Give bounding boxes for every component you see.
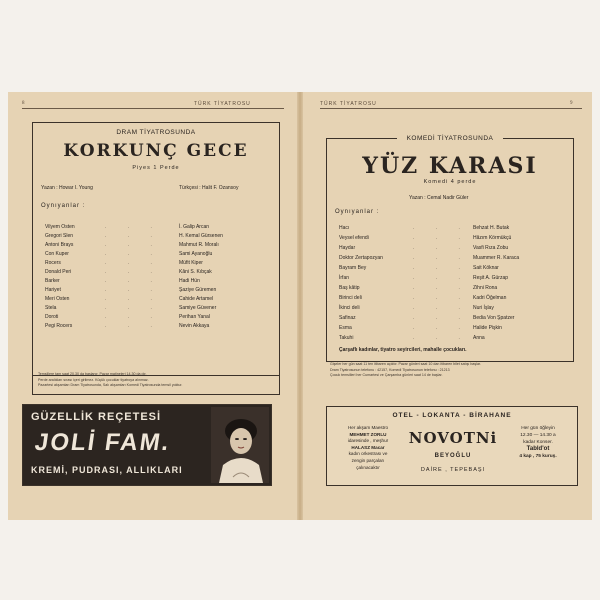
- cast-role: Gregori Slen: [45, 233, 74, 239]
- note-line: Gişeler her gün saat 11 ten itibaren açıktır. Pazar günleri saat 10 dan itibaren bilet satışı başlar.: [330, 362, 481, 366]
- leader-dots: . . .: [413, 265, 470, 271]
- cast-actor: Sami Ayanoğlu: [179, 251, 213, 257]
- page-number: 9: [570, 101, 573, 106]
- play-genre: Piyes 1 Perde: [132, 165, 180, 171]
- note-line: Pazartesi akşamları Dram Tiyatrosunda, Salı akşamları Komedi Tiyatrosunda temsil yoktur.: [38, 383, 183, 387]
- leader-dots: . . .: [105, 224, 162, 230]
- leader-dots: . . .: [105, 242, 162, 248]
- cast-actor: Kadri Öğelman: [473, 295, 507, 301]
- leader-dots: . . .: [413, 275, 470, 281]
- cast-actor: İ. Galip Arcan: [179, 224, 210, 230]
- cast-role: İrfan: [339, 275, 350, 281]
- program-box-yuz-karasi: [326, 135, 574, 362]
- cast-actor: Kâni S. Kıbçak: [179, 269, 212, 275]
- cast-row: [45, 287, 265, 295]
- cast-role: İkinci deli: [339, 305, 360, 311]
- leader-dots: . . .: [105, 296, 162, 302]
- cast-role: Doroti: [45, 314, 59, 320]
- cast-actor: Bedia Von Şpatzer: [473, 315, 515, 321]
- cast-row: [339, 275, 559, 283]
- ad-line: Tabld'ot: [526, 446, 550, 452]
- cast-actor: Samiye Güvener: [179, 305, 217, 311]
- cast-row: [45, 296, 265, 304]
- play-title: YÜZ KARASI: [362, 153, 538, 179]
- cast-row: [45, 314, 265, 322]
- leader-dots: . . .: [105, 323, 162, 329]
- cast-role: Meri Osten: [45, 296, 70, 302]
- cast-row: [339, 245, 559, 253]
- cast-role: Barker: [45, 278, 60, 284]
- cast-row: [339, 295, 559, 303]
- ad-location: BEYOĞLU: [434, 453, 472, 459]
- cast-row: [339, 335, 559, 343]
- ad-brand: JOLİ FAM.: [33, 429, 173, 456]
- leader-dots: . . .: [413, 245, 470, 251]
- cast-actor: Sait Köknar: [473, 265, 499, 271]
- cast-actor: H. Kemal Gürsenen: [179, 233, 223, 239]
- leader-dots: . . .: [105, 305, 162, 311]
- ad-lunch-info: [503, 425, 573, 460]
- cast-row: [45, 278, 265, 286]
- cast-row: [45, 224, 265, 232]
- cast-role: Haydar: [339, 245, 356, 251]
- page-number: 8: [22, 101, 25, 106]
- ad-line: HALASZ Macar: [351, 444, 385, 450]
- cast-role: Birinci deli: [339, 295, 362, 301]
- cast-role: Safinaz: [339, 315, 356, 321]
- running-head: TÜRK TİYATROSU: [194, 101, 251, 107]
- advertisement-novotni: [326, 406, 578, 486]
- leader-dots: . . .: [105, 314, 162, 320]
- cast-row: [45, 323, 265, 331]
- cast-row: [45, 251, 265, 259]
- cast-actor: Zihni Rona: [473, 285, 498, 291]
- ad-venue-name: NOVOTNi: [408, 429, 498, 447]
- cast-role: Stela: [45, 305, 57, 311]
- cast-actor: Hadi Hün: [179, 278, 200, 284]
- ad-line: kadın orkestrası ve: [348, 451, 388, 457]
- cast-role: Veysel efendi: [339, 235, 369, 241]
- cast-row: [339, 325, 559, 333]
- leader-dots: . . .: [413, 325, 470, 331]
- cast-actor: Perihan Yanal: [179, 314, 210, 320]
- header-rule: [320, 108, 582, 109]
- cast-row: [339, 305, 559, 313]
- theatre-name: DRAM TİYATROSUNDA: [116, 129, 196, 136]
- cast-heading: Oynıyanlar :: [335, 209, 380, 215]
- ad-heading: OTEL - LOKANTA - BİRAHANE: [392, 412, 512, 419]
- cast-actor: Vasfi Rıza Zobu: [473, 245, 509, 251]
- woman-portrait-illustration: [211, 407, 269, 483]
- cast-role: Vilyem Osten: [45, 224, 75, 230]
- extras-line: Çarşaflı kadınlar, tiyatro seyircileri, mahalle çocukları.: [339, 347, 467, 353]
- cast-role: Baş kâtip: [339, 285, 360, 291]
- cast-role: Donald Peri: [45, 269, 72, 275]
- program-box-korkunc-gece: [32, 122, 280, 395]
- cast-row: [339, 255, 559, 263]
- play-genre: Komedi 4 perde: [423, 179, 477, 185]
- header-rule: [22, 108, 284, 109]
- ad-line: 4 kap , 75 kuruş.: [519, 454, 557, 459]
- cast-role: Esma: [339, 325, 352, 331]
- cast-row: [45, 305, 265, 313]
- cast-actor: Nuri İşlay: [473, 305, 494, 311]
- ad-products: KREMİ, PUDRASI, ALLIKLARI: [31, 465, 183, 475]
- ad-music-info: [333, 425, 403, 471]
- cast-row: [339, 235, 559, 243]
- running-head: TÜRK TİYATROSU: [320, 101, 377, 107]
- cast-actor: Behzat H. Butak: [473, 225, 510, 231]
- translator-credit: Türkçesi : Halit F. Ozansoy: [179, 185, 239, 191]
- leader-dots: . . .: [105, 233, 162, 239]
- cast-actor: Mahmut R. Moralı: [179, 242, 219, 248]
- cast-role: Takuhi: [339, 335, 354, 341]
- cast-role: Rocers: [45, 260, 61, 266]
- ad-line: idaresinde , meşhur: [347, 438, 389, 444]
- cast-role: Antoni Brays: [45, 242, 74, 248]
- cast-actor: Hâzım Körmükçü: [473, 235, 512, 241]
- cast-role: Pegi Rocers: [45, 323, 73, 329]
- cast-row: [45, 242, 265, 250]
- cast-actor: Reşit A. Gürzap: [473, 275, 509, 281]
- leader-dots: . . .: [413, 285, 470, 291]
- note-line: Perde aralıkları sırası içeri girilmez. Küçük çocuklar tiyatroya alınmaz.: [38, 377, 149, 382]
- theatre-name: KOMEDİ TİYATROSUNDA: [397, 135, 503, 142]
- play-title: KORKUNÇ GECE: [63, 141, 249, 161]
- leader-dots: . . .: [105, 269, 162, 275]
- ad-line: MEHMET ZORLU: [349, 431, 387, 437]
- cast-role: Hacı: [339, 225, 350, 231]
- ad-line: Her gün öğleyin: [521, 426, 555, 431]
- cast-row: [339, 315, 559, 323]
- cast-actor: Şaziye Güremen: [179, 287, 217, 293]
- author-credit: Yazan : Cemal Nadir Güler: [409, 195, 469, 201]
- cast-row: [45, 233, 265, 241]
- cast-actor: Muammer R. Karaca: [473, 255, 520, 261]
- magazine-spread: [8, 92, 592, 520]
- cast-actor: Nevin Akkaya: [179, 323, 210, 329]
- leader-dots: . . .: [105, 278, 162, 284]
- ad-line: zengin parçaları: [351, 457, 385, 463]
- leader-dots: . . .: [413, 235, 470, 241]
- cast-actor: Halide Pişkin: [473, 325, 502, 331]
- ad-line: Her akşam Maestro: [347, 425, 389, 430]
- right-page: [300, 92, 592, 520]
- cast-actor: Anna: [473, 335, 485, 341]
- leader-dots: . . .: [413, 315, 470, 321]
- note-line: Çocuk temsilleri her Cumartesi ve Çarşamba günleri saat 14 de başlar.: [330, 373, 443, 377]
- cast-row: [339, 265, 559, 273]
- author-credit: Yazan : Howar I. Young: [41, 185, 93, 191]
- cast-role: Bayram Bey: [339, 265, 367, 271]
- ad-sub-location: DAİRE , TEPEBAŞI: [420, 467, 486, 473]
- performance-notes: [38, 372, 278, 389]
- cast-actor: Cahide Artamel: [179, 296, 214, 302]
- ad-line: çalınacaktır: [356, 464, 380, 470]
- note-line: Dram Tiyatrosunun telefonu : 42157, Komedi Tiyatrosunun telefonu : 21213: [330, 367, 450, 372]
- left-page: [8, 92, 300, 520]
- cast-actor: Müfit Kiper: [179, 260, 203, 266]
- cast-row: [339, 285, 559, 293]
- box-office-notes: [330, 362, 570, 379]
- cast-heading: Oynıyanlar :: [41, 203, 86, 209]
- cast-row: [45, 260, 265, 268]
- leader-dots: . . .: [413, 295, 470, 301]
- ad-line: kadar Konser.: [523, 440, 553, 445]
- leader-dots: . . .: [413, 335, 470, 341]
- cast-row: [339, 225, 559, 233]
- advertisement-joli-fam: [22, 404, 272, 486]
- cast-role: Doktor Zertapozyan: [339, 255, 383, 261]
- leader-dots: . . .: [413, 305, 470, 311]
- leader-dots: . . .: [413, 255, 470, 261]
- leader-dots: . . .: [413, 225, 470, 231]
- note-line: Temsillere tam saat 20.30 da başlanır. Pazar matineleri 14.30 da dır.: [38, 372, 147, 376]
- cast-role: Hariyet: [45, 287, 61, 293]
- ad-line: 12.30 — 14.30 a: [520, 433, 556, 438]
- leader-dots: . . .: [105, 287, 162, 293]
- cast-row: [45, 269, 265, 277]
- cast-role: Con Kuper: [45, 251, 69, 257]
- leader-dots: . . .: [105, 251, 162, 257]
- leader-dots: . . .: [105, 260, 162, 266]
- ad-tagline: GÜZELLİK REÇETESİ: [31, 411, 162, 423]
